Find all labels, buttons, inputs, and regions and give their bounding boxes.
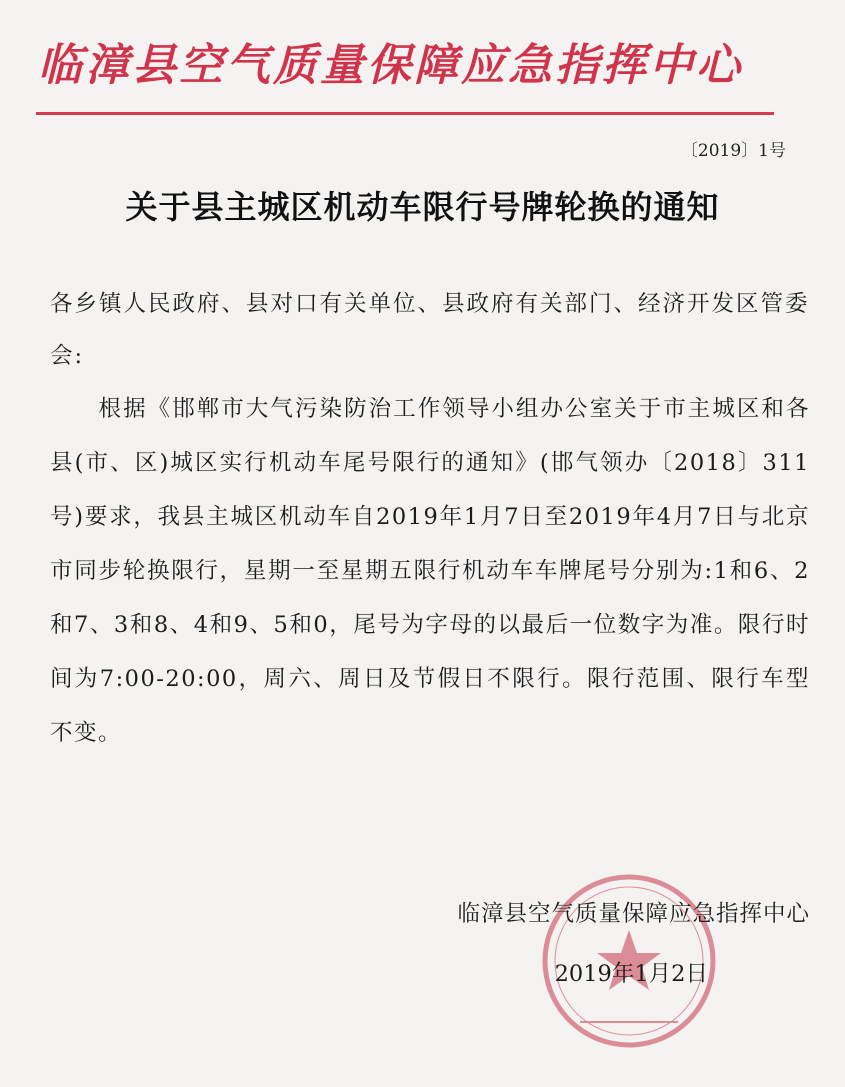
signature-date: 2019年1月2日 — [554, 961, 708, 987]
organization-header: 临漳县空气质量保障应急指挥中心 — [38, 40, 743, 91]
red-divider-line — [36, 112, 774, 115]
body-text: 根据《邯郸市大气污染防治工作领导小组办公室关于市主城区和各县(市、区)城区实行机动车尾号限行的通知》(邯气领办〔2018〕311号)要求，我县主城区机动车自2019年1月7日至2019年4月7日与北京市同步轮换限行，星期一至星期五限行机动车车牌尾号分别为:1和6、2和7、3和8、4和9、5和0，尾号为字母的以最后一位数字为准。限行时间为7:00-20:00，周六、周日及节假日不限行。限行范围、限行车型不变。 — [50, 396, 810, 746]
document-number: 〔2019〕1号 — [680, 141, 786, 161]
issuer-signature: 临漳县空气质量保障应急指挥中心 — [457, 901, 810, 927]
document-title: 关于县主城区机动车限行号牌轮换的通知 — [125, 188, 720, 226]
addressee: 各乡镇人民政府、县对口有关单位、县政府有关部门、经济开发区管委会: — [50, 291, 810, 369]
body-paragraph — [50, 382, 810, 760]
